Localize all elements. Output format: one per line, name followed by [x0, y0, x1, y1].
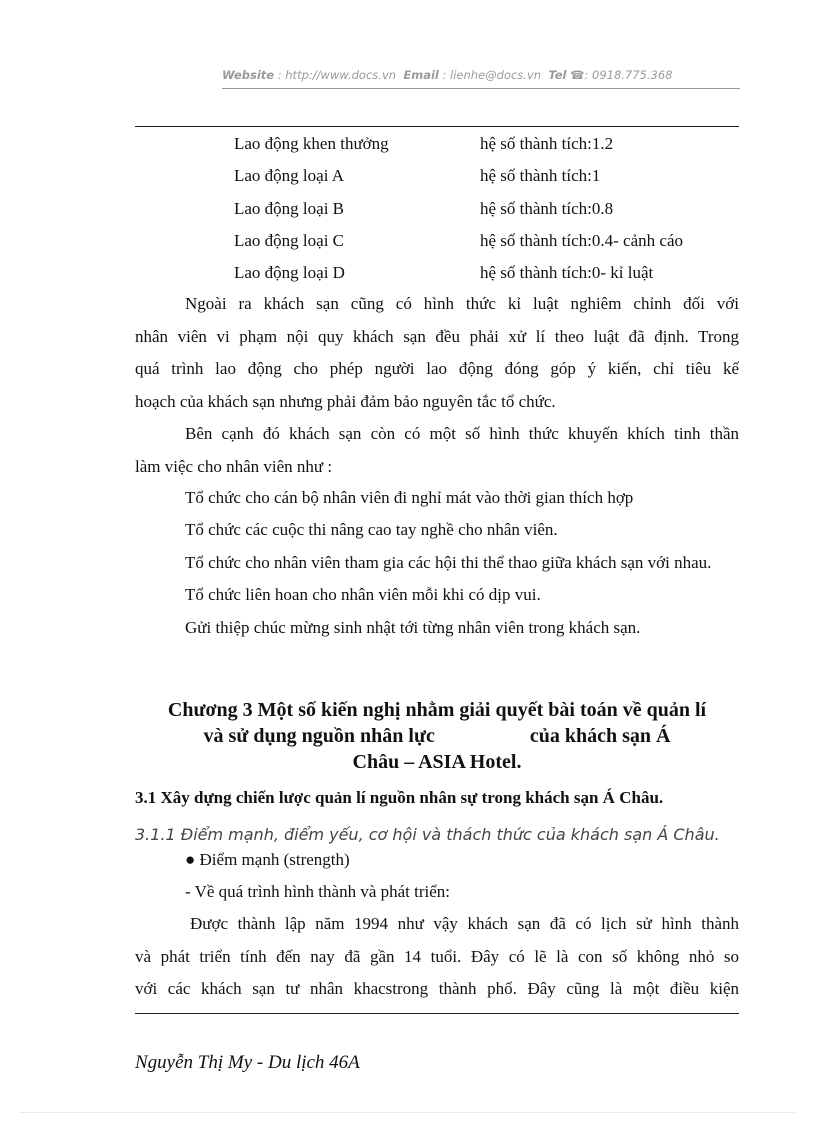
chapter-line-part: và sử dụng nguồn nhân lực [203, 725, 435, 747]
email-separator: : [438, 68, 451, 82]
header-divider [222, 88, 740, 89]
table-value: hệ số thành tích:0.4- cảnh cáo [480, 231, 683, 250]
formation-label: - Về quá trình hình thành và phát triển: [185, 882, 451, 901]
paragraph-line: Bên cạnh đó khách sạn còn có một số hình thức khuyến khích tinh thần [185, 424, 739, 443]
list-item: Tổ chức liên hoan cho nhân viên mỗi khi có dịp vui. [185, 585, 541, 604]
page-bottom-dotted-line [20, 1112, 796, 1113]
list-item: Tổ chức cho nhân viên tham gia các hội thi thể thao giữa khách sạn với nhau. [185, 553, 712, 572]
subsection-heading: 3.1.1 Điểm mạnh, điểm yếu, cơ hội và thách thức của khách sạn Á Châu. [135, 825, 720, 844]
table-value: hệ số thành tích:0- kỉ luật [480, 263, 654, 282]
table-label: Lao động loại D [234, 263, 345, 282]
section-heading: 3.1 Xây dựng chiến lược quản lí nguồn nhân sự trong khách sạn Á Châu. [135, 788, 664, 807]
page-footer: Nguyễn Thị My - Du lịch 46A [135, 1052, 360, 1073]
paragraph-history [135, 908, 739, 1006]
tel-label: Tel [548, 68, 567, 82]
website-label: Website [222, 68, 275, 82]
list-item: Tổ chức cho cán bộ nhân viên đi nghỉ mát vào thời gian thích hợp [185, 488, 634, 507]
paragraph-line: với các khách sạn tư nhân khacstrong thành phố. Đây cũng là một điều kiện [135, 979, 739, 998]
bullet-icon: ● [185, 850, 196, 869]
page-header [222, 68, 672, 82]
table-value: hệ số thành tích:0.8 [480, 199, 614, 218]
chapter-line-part: của khách sạn Á [529, 725, 671, 747]
chapter-line [135, 723, 739, 749]
strength-label: Điểm mạnh (strength) [199, 850, 350, 869]
paragraph-line: quá trình lao động cho phép người lao động đóng góp ý kiến, chỉ tiêu kế [135, 359, 739, 378]
tel-number: 0918.775.368 [592, 68, 673, 82]
table-label: Lao động loại A [234, 166, 345, 185]
website-separator: : [274, 68, 286, 82]
bottom-rule [135, 1013, 739, 1014]
chapter-heading [135, 697, 739, 775]
table-value: hệ số thành tích:1.2 [480, 134, 614, 153]
paragraph-line: và phát triển tính đến nay đã gần 14 tuổi. Đây có lẽ là con số không nhỏ so [135, 946, 739, 966]
table-value: hệ số thành tích:1 [480, 166, 601, 185]
website-url[interactable]: http://www.docs.vn [285, 68, 397, 82]
list-item: Tổ chức các cuộc thi nâng cao tay nghề cho nhân viên. [185, 520, 558, 539]
strength-item [185, 850, 350, 870]
paragraph-line: Được thành lập năm 1994 như vậy khách sạn đã có lịch sử hình thành [190, 914, 739, 933]
paragraph-line: làm việc cho nhân viên như : [135, 456, 333, 476]
email-label: Email [403, 68, 439, 82]
paragraph-discipline [135, 288, 739, 418]
chapter-line: Châu – ASIA Hotel. [352, 751, 522, 773]
list-item: Gửi thiệp chúc mừng sinh nhật tới từng nhân viên trong khách sạn. [185, 618, 641, 637]
paragraph-line: Ngoài ra khách sạn cũng có hình thức kỉ luật nghiêm chỉnh đối với [185, 294, 739, 313]
top-rule [135, 126, 739, 127]
paragraph-line: nhân viên vi phạm nội quy khách sạn đều phải xử lí theo luật đã định. Trong [135, 326, 739, 346]
paragraph-line: hoạch của khách sạn nhưng phải đảm bảo nguyên tắc tổ chức. [135, 391, 556, 411]
email-address[interactable]: lienhe@docs.vn [450, 68, 542, 82]
paragraph-encouragement [135, 418, 739, 483]
table-label: Lao động loại C [234, 231, 345, 250]
phone-icon-separator: ☎: [566, 68, 592, 82]
table-label: Lao động loại B [234, 199, 345, 218]
table-label: Lao động khen thưởng [234, 134, 389, 153]
chapter-line: Chương 3 Một số kiến nghị nhằm giải quyết bài toán về quản lí [167, 699, 707, 721]
